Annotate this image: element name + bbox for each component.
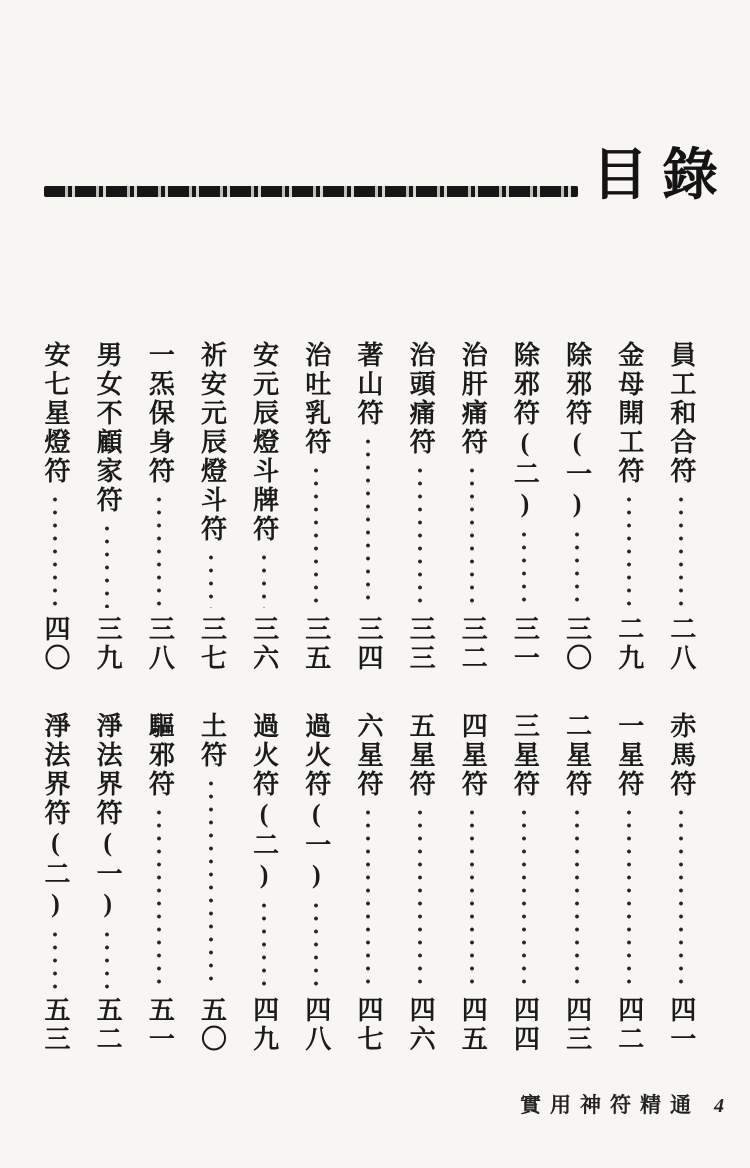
toc-entry-page: 三〇	[562, 615, 592, 673]
toc-entry-title: 治肝痛符	[458, 341, 488, 457]
toc-entry-page: 四三	[562, 996, 592, 1054]
toc-entry-title: 祈安元辰燈斗符	[197, 341, 227, 544]
toc-entry	[616, 712, 642, 1054]
toc-entry	[145, 712, 175, 1054]
toc-entry-title: 土符	[197, 712, 227, 770]
toc-section-upper	[42, 341, 694, 673]
toc-entry-title: 治吐乳符	[301, 341, 331, 457]
toc-entry-page: 四〇	[41, 615, 70, 673]
toc-entry	[251, 712, 277, 1054]
toc-entry-title: 淨法界符(一)	[93, 712, 123, 921]
toc-entry	[564, 712, 590, 1054]
toc-entry	[668, 341, 694, 673]
toc-entry-title: 安七星燈符	[41, 341, 70, 486]
toc-entry	[42, 341, 68, 673]
dot-leader	[468, 464, 476, 608]
dot-leader	[416, 464, 424, 608]
scan-speckles	[0, 0, 2, 2]
toc-entry-title: 金母開工符	[614, 341, 644, 486]
dot-leader	[260, 899, 268, 989]
toc-entry-title: 除邪符(一)	[562, 341, 592, 521]
toc-entry-page: 三八	[145, 615, 175, 673]
dot-leader	[625, 806, 633, 989]
toc-entry-title: 三星符	[510, 712, 540, 799]
footer-book-title: 實用神符精通	[520, 1093, 700, 1117]
toc-entry-page: 四五	[458, 996, 488, 1054]
toc-entry-page: 三六	[249, 615, 279, 673]
toc-entry	[668, 712, 694, 1054]
toc-entry	[406, 712, 436, 1054]
toc-entry-title: 著山符	[353, 341, 383, 428]
toc-entry	[145, 341, 175, 673]
toc-entry-page: 五三	[41, 996, 70, 1054]
toc-entry	[616, 341, 642, 673]
toc-entry-title: 男女不顧家符	[93, 341, 123, 515]
toc-entry	[93, 712, 123, 1054]
toc-entry-page: 四七	[353, 996, 383, 1054]
page-title: 目錄	[592, 145, 732, 207]
dot-leader	[468, 806, 476, 989]
running-footer	[520, 1089, 724, 1119]
dot-leader	[260, 551, 268, 608]
dot-leader	[51, 928, 59, 989]
toc-entry-page: 三九	[93, 615, 123, 673]
toc-entry-title: 二星符	[562, 712, 592, 799]
dot-leader	[677, 806, 685, 989]
dot-leader	[312, 899, 320, 989]
toc-entry	[42, 712, 68, 1054]
dot-leader	[677, 493, 685, 608]
dot-leader	[103, 928, 111, 989]
dot-leader	[520, 528, 528, 608]
toc-entry	[251, 341, 277, 673]
toc-entry	[197, 341, 227, 673]
toc-entry	[197, 712, 227, 1054]
toc-entry	[355, 341, 381, 673]
toc-entry-page: 四四	[510, 996, 540, 1054]
toc-entry-page: 四二	[614, 996, 644, 1054]
dot-leader	[155, 806, 163, 989]
toc-entry-title: 治頭痛符	[406, 341, 436, 457]
toc-entry-title: 淨法界符(二)	[41, 712, 70, 921]
toc-entry	[510, 341, 540, 673]
dot-leader	[625, 493, 633, 608]
dot-leader	[103, 522, 111, 608]
toc-entry-title: 除邪符(二)	[510, 341, 540, 521]
toc-entry-page: 三三	[406, 615, 436, 673]
toc-entry-title: 六星符	[353, 712, 383, 799]
toc-entry	[355, 712, 381, 1054]
title-rule	[44, 186, 578, 197]
toc-entry-title: 過火符(二)	[249, 712, 279, 892]
toc-entry	[303, 712, 329, 1054]
dot-leader	[364, 435, 372, 608]
dot-leader	[51, 493, 59, 608]
toc-entry-page: 五二	[93, 996, 123, 1054]
toc-entry-title: 過火符(一)	[301, 712, 331, 892]
toc-entry	[510, 712, 540, 1054]
toc-entry-title: 安元辰燈斗牌符	[249, 341, 279, 544]
toc-entry-page: 四六	[406, 996, 436, 1054]
toc-entry-title: 一星符	[614, 712, 644, 799]
toc-entry-page: 三七	[197, 615, 227, 673]
toc-entry	[458, 712, 488, 1054]
dot-leader	[520, 806, 528, 989]
dot-leader	[155, 493, 163, 608]
dot-leader	[573, 806, 581, 989]
toc-entry	[93, 341, 123, 673]
toc-entry	[303, 341, 329, 673]
toc-entry	[458, 341, 488, 673]
toc-section-lower	[42, 712, 694, 1054]
toc-entry-page: 五〇	[197, 996, 227, 1054]
toc-entry-page: 五一	[145, 996, 175, 1054]
toc-entry-page: 二八	[666, 615, 696, 673]
dot-leader	[573, 528, 581, 608]
footer-page-number: 4	[714, 1095, 724, 1117]
toc-entry-page: 三一	[510, 615, 540, 673]
toc-entry-title: 一炁保身符	[145, 341, 175, 486]
dot-leader	[416, 806, 424, 989]
dot-leader	[207, 777, 215, 989]
toc-entry-page: 三五	[301, 615, 331, 673]
toc-entry-title: 五星符	[406, 712, 436, 799]
dot-leader	[207, 551, 215, 608]
toc-entry-page: 四九	[249, 996, 279, 1054]
toc-entry-page: 四八	[301, 996, 331, 1054]
toc-entry-title: 赤馬符	[666, 712, 696, 799]
toc-entry-title: 四星符	[458, 712, 488, 799]
toc-entry	[564, 341, 590, 673]
toc-entry-page: 三四	[353, 615, 383, 673]
dot-leader	[312, 464, 320, 608]
toc-entry-title: 驅邪符	[145, 712, 175, 799]
toc-entry	[406, 341, 436, 673]
toc-entry-title: 員工和合符	[666, 341, 696, 486]
dot-leader	[364, 806, 372, 989]
toc-entry-page: 四一	[666, 996, 696, 1054]
toc-entry-page: 三二	[458, 615, 488, 673]
toc-entry-page: 二九	[614, 615, 644, 673]
